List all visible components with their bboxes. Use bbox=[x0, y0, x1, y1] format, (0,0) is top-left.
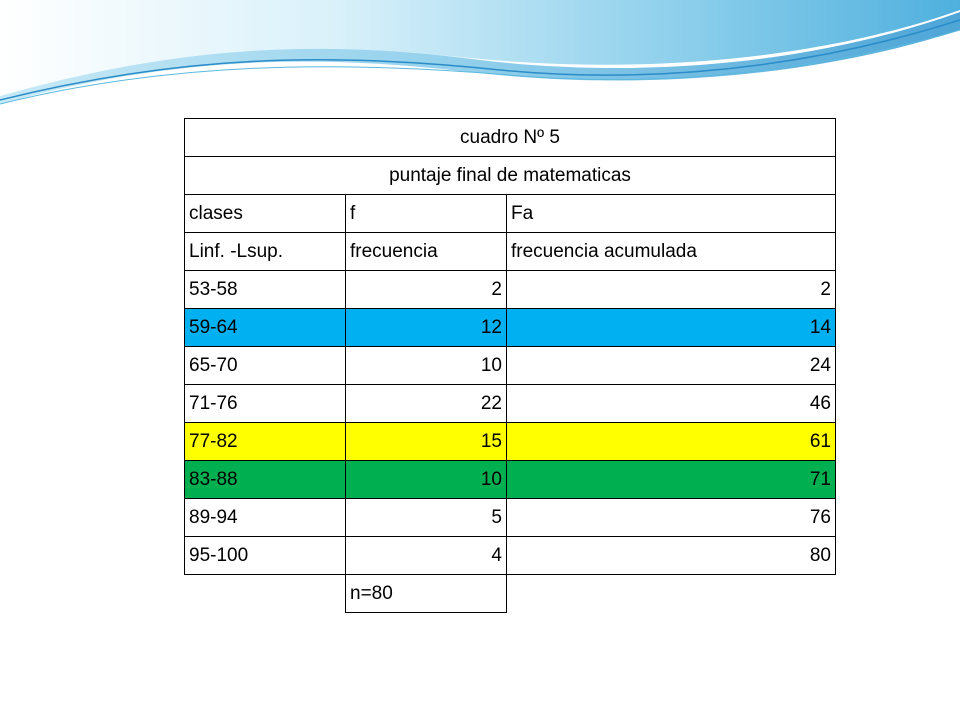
table-row bbox=[185, 537, 836, 575]
cell-fa: 61 bbox=[507, 423, 836, 461]
cell-f: 5 bbox=[346, 499, 507, 537]
header-frecuencia: frecuencia bbox=[346, 233, 507, 271]
cell-fa: 76 bbox=[507, 499, 836, 537]
cell-clase: 65-70 bbox=[185, 347, 346, 385]
cell-clase: 53-58 bbox=[185, 271, 346, 309]
header-limits: Linf. -Lsup. bbox=[185, 233, 346, 271]
cell-clase: 71-76 bbox=[185, 385, 346, 423]
cell-f: 4 bbox=[346, 537, 507, 575]
decorative-wave-header bbox=[0, 0, 960, 120]
cell-f: 2 bbox=[346, 271, 507, 309]
header-row-2 bbox=[185, 233, 836, 271]
cell-f: 15 bbox=[346, 423, 507, 461]
cell-clase: 77-82 bbox=[185, 423, 346, 461]
header-f: f bbox=[346, 195, 507, 233]
frequency-table-container bbox=[184, 118, 836, 613]
table-row bbox=[185, 271, 836, 309]
total-n: n=80 bbox=[346, 575, 507, 613]
table-row bbox=[185, 309, 836, 347]
table-row bbox=[185, 423, 836, 461]
header-row-1 bbox=[185, 195, 836, 233]
subtitle-row bbox=[185, 157, 836, 195]
cell-clase: 83-88 bbox=[185, 461, 346, 499]
table-subtitle: puntaje final de matematicas bbox=[185, 157, 836, 195]
cell-clase: 89-94 bbox=[185, 499, 346, 537]
table-title: cuadro Nº 5 bbox=[185, 119, 836, 157]
frequency-table bbox=[184, 118, 836, 613]
header-fa: Fa bbox=[507, 195, 836, 233]
total-row bbox=[185, 575, 836, 613]
empty-cell bbox=[185, 575, 346, 613]
cell-f: 12 bbox=[346, 309, 507, 347]
table-row bbox=[185, 385, 836, 423]
cell-clase: 59-64 bbox=[185, 309, 346, 347]
cell-fa: 24 bbox=[507, 347, 836, 385]
cell-f: 22 bbox=[346, 385, 507, 423]
cell-fa: 2 bbox=[507, 271, 836, 309]
cell-fa: 46 bbox=[507, 385, 836, 423]
table-row bbox=[185, 461, 836, 499]
cell-fa: 14 bbox=[507, 309, 836, 347]
cell-fa: 71 bbox=[507, 461, 836, 499]
table-row bbox=[185, 499, 836, 537]
header-clases: clases bbox=[185, 195, 346, 233]
cell-f: 10 bbox=[346, 461, 507, 499]
title-row bbox=[185, 119, 836, 157]
table-row bbox=[185, 347, 836, 385]
cell-fa: 80 bbox=[507, 537, 836, 575]
cell-f: 10 bbox=[346, 347, 507, 385]
empty-cell bbox=[507, 575, 836, 613]
cell-clase: 95-100 bbox=[185, 537, 346, 575]
header-frecuencia-acumulada: frecuencia acumulada bbox=[507, 233, 836, 271]
